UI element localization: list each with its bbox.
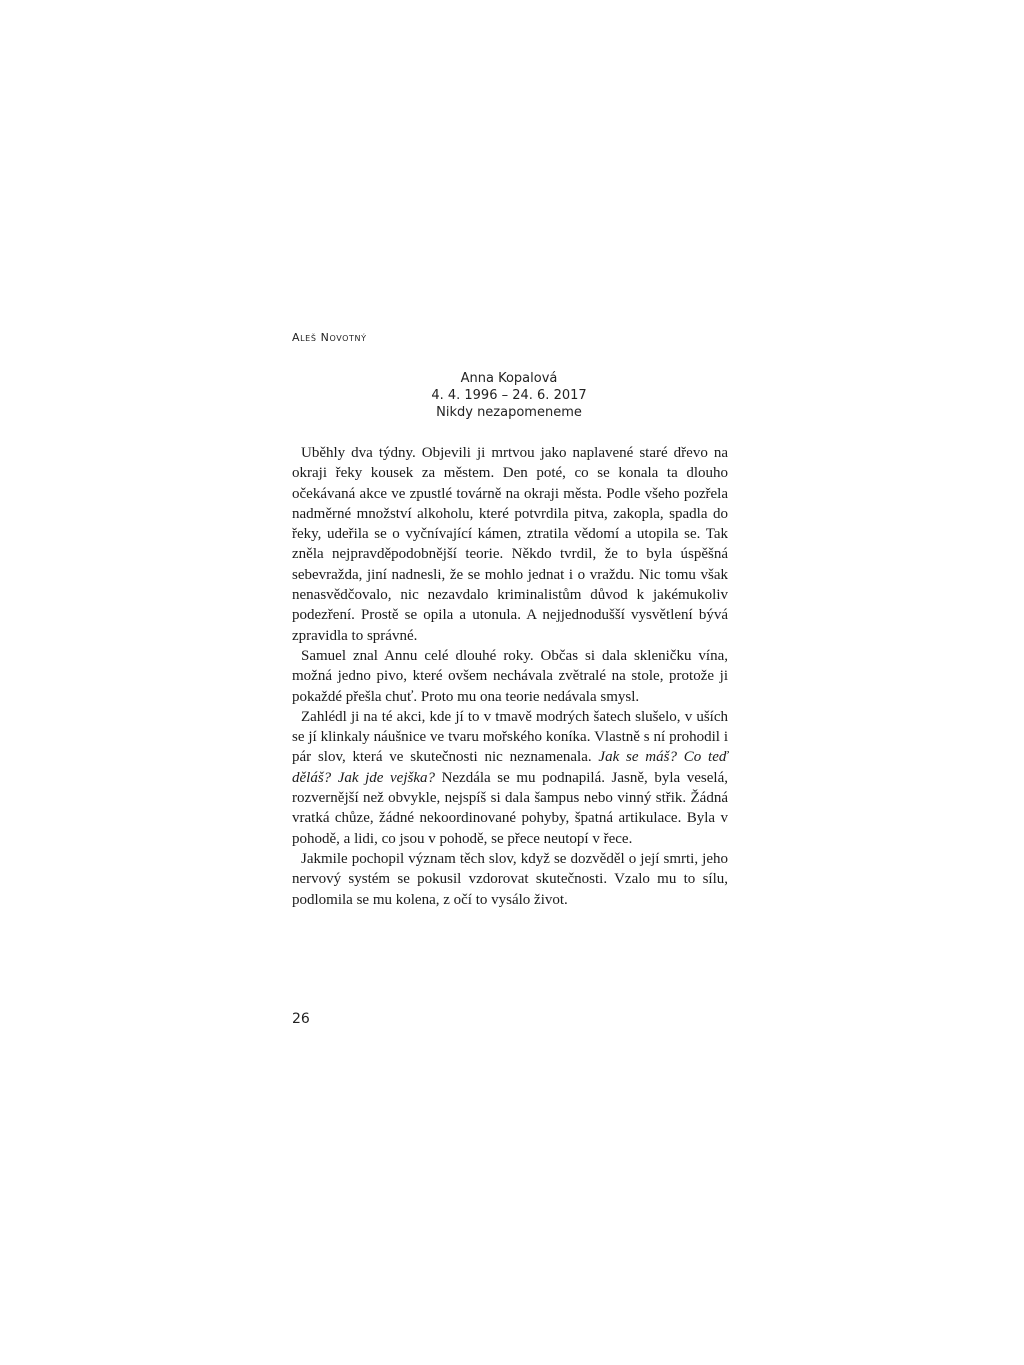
paragraph: Jakmile pochopil význam těch slov, když se dozvěděl o její smrti, jeho nervový systém se pokusil vzdorovat skutečnosti. Vzalo mu to sílu, podlomila se mu kolena, z očí to vysálo život. — [292, 850, 728, 908]
memorial-dates: 4. 4. 1996 – 24. 6. 2017 — [431, 388, 587, 403]
paragraph — [292, 707, 728, 849]
italic-dialogue: Jak se máš? Co teď děláš? Jak jde vejška? — [292, 749, 729, 786]
paragraph-text: Nezdála se mu podnapilá. Jasně, byla veselá, rozvernější než obvykle, nejspíš si dala šampus nebo vinný střik. Žádná vratká chůze, žádné nekoordinované pohyby, špatná artikulace. Byla v pohodě, a lidi, co jsou v pohodě, se přece neutopí v řece. — [292, 769, 728, 847]
memorial-dedication: Nikdy nezapomeneme — [436, 405, 582, 420]
memorial-block — [292, 370, 726, 421]
paragraph-text: Zahlédl ji na té akci, kde jí to v tmavě modrých šatech slušelo, v uších se jí klinkaly náušnice ve tvaru mořského koníka. Vlastně s ní prohodil i pár slov, která ve skutečnosti nic neznamenala. — [292, 708, 728, 766]
running-header-author: Aleš Novotný — [292, 331, 367, 344]
paragraph: Samuel znal Annu celé dlouhé roky. Občas si dala skleničku vína, možná jedno pivo, které ovšem nechávala zvětralé na stole, protože ji pokaždé přešla chuť. Proto mu ona teorie nedávala smysl. — [292, 647, 728, 705]
memorial-name: Anna Kopalová — [460, 371, 558, 386]
body-text — [292, 443, 728, 910]
paragraph: Uběhly dva týdny. Objevili ji mrtvou jako naplavené staré dřevo na okraji řeky kousek za městem. Den poté, co se konala ta dlouho očekávaná akce ve zpustlé továrně na okraji města. Podle všeho pozřela nadměrné množství alkoholu, které potvrdila pitva, zakopla, spadla do řeky, udeřila se o vyčnívající kámen, ztratila vědomí a utopila se. Tak zněla nejpravděpodobnější teorie. Někdo tvrdil, že to byla úspěšná sebevražda, jiní nadnesli, že se mohlo jednat i o vraždu. Nic tomu však nenasvědčovalo, nic nezavdalo kriminalistům důvod k jakémukoliv podezření. Prostě se opila a utonula. A nejjednodušší vysvětlení bývá zpravidla to správné. — [292, 445, 728, 644]
page-number: 26 — [292, 1011, 310, 1027]
